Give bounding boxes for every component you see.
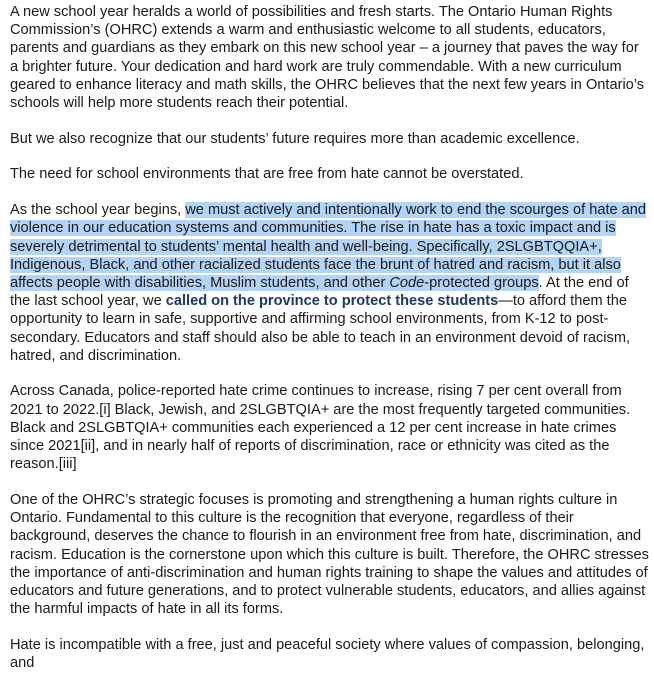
footnote-ref-ii[interactable]: [ii]: [80, 438, 96, 455]
text-after-link: —to afford them the opportunity to learn in safe, supportive and affirming school environments, from K-12 to post-secondary. Educators and staff should also be able to teach in an environment devoid of racism, hatred, and discrimination.: [10, 293, 631, 364]
paragraph-statistics: [10, 382, 650, 473]
paragraph-hate-free: The need for school environments that are free from hate cannot be overstated.: [10, 166, 524, 183]
selected-text-part-b: -protected groups: [424, 274, 539, 291]
statistics-part-1: Across Canada, police-reported hate crime continues to increase, rising 7 per cent overall from 2021 to 2022.: [10, 383, 622, 418]
paragraph-academic: But we also recognize that our students’ future requires more than academic excellence.: [10, 130, 580, 147]
statistics-part-2: Black, Jewish, and 2SLGBTQIA+ are the most frequently targeted communities. Black and 2SLGBTQIA+ communities each experienced a 12 per cent increase in hate crimes since 2021: [10, 401, 631, 455]
paragraph-intro: A new school year heralds a world of possibilities and fresh starts. The Ontario Human Rights Commission’s (OHRC) extends a warm and enthusiastic welcome to all students, educators, parents and guardians as they embark on this new school year – a journey that paves the way for a brighter future. Your dedication and hard work are truly commendable. With a new curriculum geared to enhance literacy and math skills, the OHRC believes that the next few years in Ontario’s schools will help more students reach their potential.: [10, 4, 645, 112]
paragraph-hate-incompatible: Hate is incompatible with a free, just and peaceful society where values of compassion, belonging, and: [10, 636, 645, 672]
paragraph-strategic-focus: One of the OHRC’s strategic focuses is promoting and strengthening a human rights culture in Ontario. Fundamental to this culture is the recognition that everyone, regardless of their background, deserves the chance to flourish in an environment free from hate, discrimination, and racism. Education is the cornerstone upon which this culture is built. Therefore, the OHRC stresses the importance of anti-discrimination and human rights training to shape the values and attitudes of educators and future generations, and to protect vulnerable students, educators, and allies against the harmful impacts of hate in all its forms.: [10, 491, 649, 618]
text-before-selection: As the school year begins,: [10, 202, 186, 219]
paragraph-school-year: [10, 201, 650, 365]
selected-text-code-italic: Code: [389, 274, 425, 291]
footnote-ref-iii[interactable]: [iii]: [58, 456, 77, 473]
selected-text-part-a: we must actively and intentionally work to end the scourges of hate and violence in our education systems and communities. The rise in hate has a toxic impact and is severely detrimental to students’ mental health and well-being. Specifically, 2SLGBTQQIA+, Indigenous, Black, and other racialized students face the brunt of hatred and racism, but it also affects people with disabilities, Muslim students, and other: [10, 202, 647, 291]
province-call-link[interactable]: called on the province to protect these students: [165, 293, 499, 310]
text-after-selection: . At the end of the last school year, we: [10, 274, 629, 310]
footnote-ref-i[interactable]: [i]: [99, 401, 111, 418]
statistics-part-3: , and in nearly half of reports of discrimination, race or ethnicity was cited as the reason.: [10, 438, 610, 473]
article-body: [10, 3, 650, 690]
